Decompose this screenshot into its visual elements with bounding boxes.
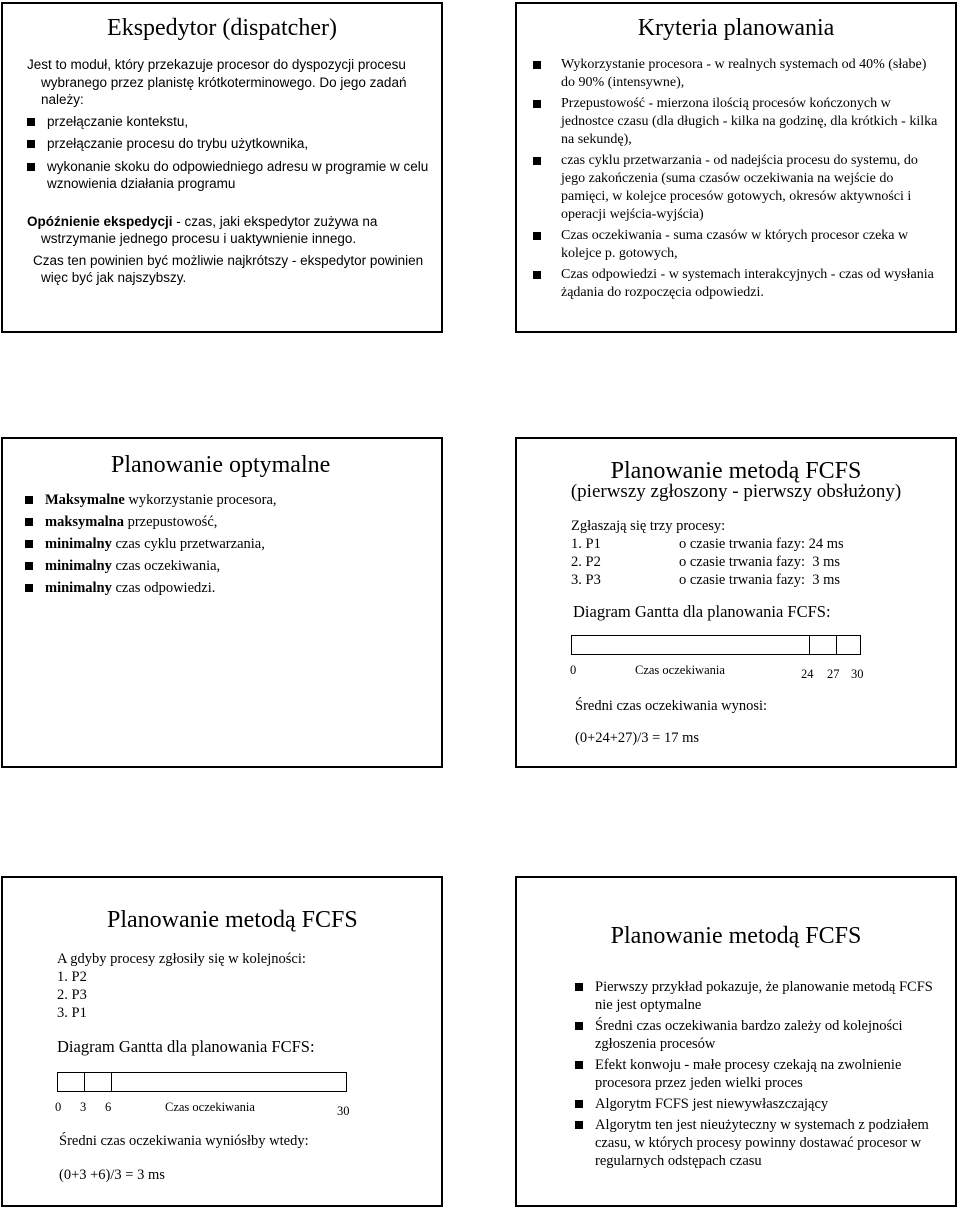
gantt-tick: 0 xyxy=(55,1100,62,1114)
order-item: 2. P3 xyxy=(57,987,87,1003)
list-item: Wykorzystanie procesora - w realnych systemach od 40% (słabe) do 90% (intensywne), xyxy=(531,56,941,92)
bullet-square-icon xyxy=(533,271,541,279)
list-item: minimalny czas oczekiwania, xyxy=(25,557,435,575)
gantt-block-p2 xyxy=(58,1073,85,1091)
slide-body xyxy=(27,56,437,287)
bullet-square-icon xyxy=(27,140,35,148)
list-item: Efekt konwoju - małe procesy czekają na zwolnienie procesora przez jeden wielki proces xyxy=(575,1056,947,1092)
gantt-tick: 6 xyxy=(105,1100,112,1114)
bullet-list xyxy=(531,56,941,302)
process-desc: o czasie trwania fazy: 24 ms xyxy=(679,536,844,552)
bullet-square-icon xyxy=(533,157,541,165)
bullet-square-icon xyxy=(25,562,33,570)
bullet-square-icon xyxy=(575,1121,583,1129)
process-row: 3. P3 xyxy=(571,572,601,588)
intro-line: Jest to moduł, który przekazuje procesor do dyspozycji procesu xyxy=(27,57,406,72)
bullet-square-icon xyxy=(575,1061,583,1069)
intro-line: należy: xyxy=(41,92,84,107)
slide-title: Kryteria planowania xyxy=(637,15,835,41)
bullet-square-icon xyxy=(533,100,541,108)
bullet-square-icon xyxy=(25,540,33,548)
gantt-title: Diagram Gantta dla planowania FCFS: xyxy=(573,602,831,621)
order-item: 1. P2 xyxy=(57,969,87,985)
gantt-title: Diagram Gantta dla planowania FCFS: xyxy=(57,1037,315,1056)
bullet-square-icon xyxy=(575,1022,583,1030)
time-line: Czas ten powinien być możliwie najkrótszy - ekspedytor powinien xyxy=(33,252,424,268)
bullet-square-icon xyxy=(533,61,541,69)
process-row: 1. P1 xyxy=(571,536,601,552)
delay-term: Opóźnienie ekspedycji xyxy=(27,213,173,229)
list-item: Algorytm ten jest nieużyteczny w systemach z podziałem czasu, w których procesy powinny dostawać procesor w regularnych odstępach czasu xyxy=(575,1116,947,1170)
list-item: Algorytm FCFS jest niewywłaszczający xyxy=(575,1095,947,1113)
slide-subtitle: (pierwszy zgłoszony - pierwszy obsłużony) xyxy=(570,481,902,502)
gantt-block-p2 xyxy=(810,636,837,654)
list-item: maksymalna przepustowość, xyxy=(25,513,435,531)
slide-scheduling-criteria xyxy=(515,2,957,333)
average-formula: (0+24+27)/3 = 17 ms xyxy=(575,730,700,746)
bullet-list xyxy=(25,491,435,597)
gantt-axis-label: Czas oczekiwania xyxy=(165,1100,255,1114)
list-item: przełączanie procesu do trybu użytkownika, xyxy=(27,135,437,153)
slide-optimal-scheduling xyxy=(1,437,443,768)
bullet-list xyxy=(575,978,947,1170)
average-label: Średni czas oczekiwania wynosi: xyxy=(575,698,768,714)
slide-dispatcher xyxy=(1,2,443,333)
gantt-block-p1 xyxy=(572,636,810,654)
process-desc: o czasie trwania fazy: 3 ms xyxy=(679,554,841,570)
list-item: przełączanie kontekstu, xyxy=(27,113,437,131)
bullet-square-icon xyxy=(25,584,33,592)
list-item: Pierwszy przykład pokazuje, że planowanie metodą FCFS nie jest optymalne xyxy=(575,978,947,1014)
bullet-square-icon xyxy=(575,1100,583,1108)
list-item: wykonanie skoku do odpowiedniego adresu w programie w celu wznowienia działania programu xyxy=(27,158,437,193)
delay-line: wstrzymanie jednego procesu i uaktywnienie innego. xyxy=(41,231,357,246)
slide-title: Planowanie metodą FCFS xyxy=(107,907,358,933)
gantt-tick: 30 xyxy=(851,667,864,681)
bullet-square-icon xyxy=(25,496,33,504)
delay-paragraph: Opóźnienie ekspedycji - czas, jaki ekspedytor zużywa na xyxy=(27,213,378,229)
list-item: minimalny czas cyklu przetwarzania, xyxy=(25,535,435,553)
slide-fcfs-example-2 xyxy=(1,876,443,1207)
bullet-square-icon xyxy=(27,118,35,126)
gantt-tick: 27 xyxy=(827,667,840,681)
process-row: 2. P2 xyxy=(571,554,601,570)
gantt-tick: 24 xyxy=(801,667,814,681)
order-intro: A gdyby procesy zgłosiły się w kolejności: xyxy=(57,951,306,967)
average-formula: (0+3 +6)/3 = 3 ms xyxy=(59,1167,165,1183)
bullet-list xyxy=(27,113,437,193)
gantt-tick: 0 xyxy=(570,663,577,677)
list-item: Czas oczekiwania - suma czasów w których procesor czeka w kolejce p. gotowych, xyxy=(531,227,941,263)
bullet-square-icon xyxy=(27,163,35,171)
gantt-chart xyxy=(57,1072,347,1092)
gantt-tick: 3 xyxy=(80,1100,87,1114)
slide-title: Ekspedytor (dispatcher) xyxy=(107,15,337,41)
process-intro: Zgłaszają się trzy procesy: xyxy=(571,518,726,534)
slide-fcfs-summary xyxy=(515,876,957,1207)
process-desc: o czasie trwania fazy: 3 ms xyxy=(679,572,841,588)
slide-title: Planowanie metodą FCFS xyxy=(610,923,862,949)
intro-line: wybranego przez planistę krótkoterminowego. Do jego zadań xyxy=(41,74,407,90)
list-item: czas cyklu przetwarzania - od nadejścia procesu do systemu, do jego zakończenia (suma czasów oczekiwania na wejście do pamięci, w kolejce procesów gotowych, okresów aktywności i operacji wejścia-wyjścia) xyxy=(531,152,941,224)
order-item: 3. P1 xyxy=(57,1005,87,1021)
gantt-chart xyxy=(571,635,861,655)
slide-title: Planowanie metodą FCFS xyxy=(610,458,862,484)
list-item: Średni czas oczekiwania bardzo zależy od kolejności zgłoszenia procesów xyxy=(575,1017,947,1053)
slide-fcfs-example-1 xyxy=(515,437,957,768)
time-line: więc być jak najszybszy. xyxy=(41,270,187,285)
gantt-block-p3 xyxy=(85,1073,112,1091)
slide-title: Planowanie optymalne xyxy=(111,452,331,478)
list-item: Maksymalne wykorzystanie procesora, xyxy=(25,491,435,509)
bullet-square-icon xyxy=(533,232,541,240)
average-label: Średni czas oczekiwania wyniósłby wtedy: xyxy=(59,1133,309,1149)
gantt-axis-label: Czas oczekiwania xyxy=(635,663,725,677)
gantt-tick: 30 xyxy=(337,1104,350,1118)
list-item: minimalny czas odpowiedzi. xyxy=(25,579,435,597)
list-item: Czas odpowiedzi - w systemach interakcyjnych - czas od wysłania żądania do rozpoczęcia odpowiedzi. xyxy=(531,266,941,302)
bullet-square-icon xyxy=(25,518,33,526)
list-item: Przepustowość - mierzona ilością procesów kończonych w jednostce czasu (dla długich - kilka na godzinę, dla krótkich - kilka na sekundę), xyxy=(531,95,941,149)
bullet-square-icon xyxy=(575,983,583,991)
